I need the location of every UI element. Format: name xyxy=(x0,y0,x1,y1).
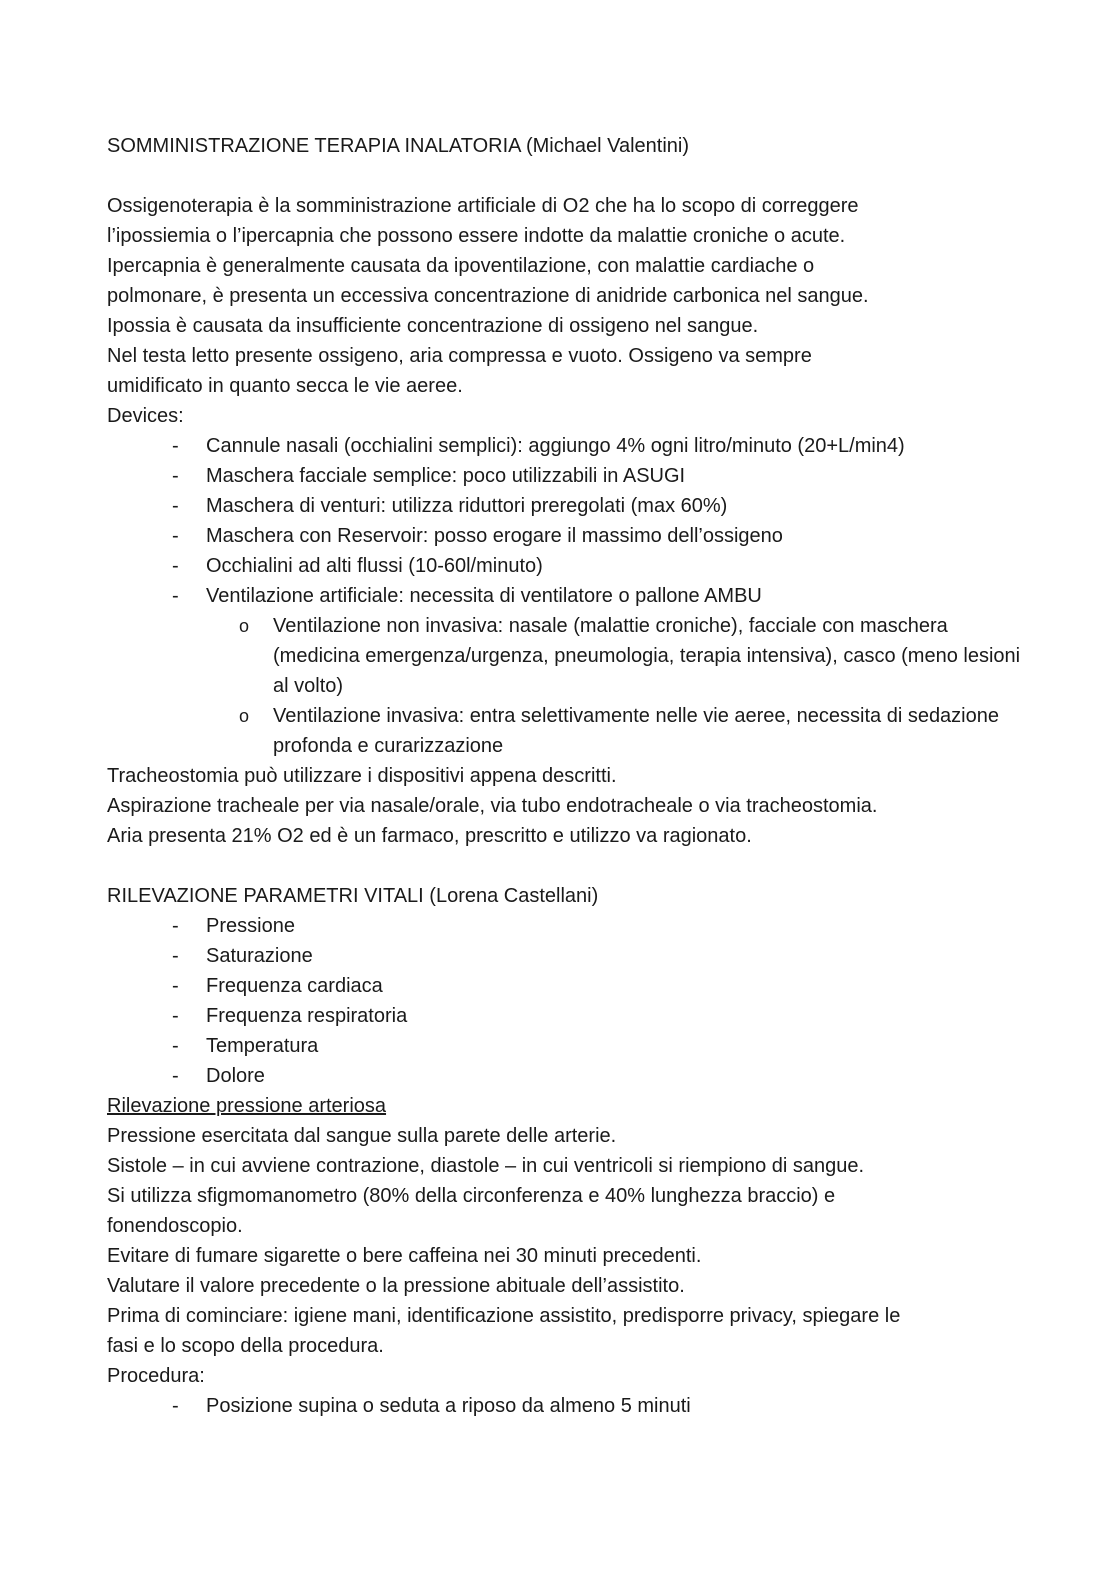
list-item xyxy=(107,581,1027,611)
body-line: Prima di cominciare: igiene mani, identificazione assistito, predisporre privacy, spiegare le xyxy=(107,1305,901,1327)
list-item-text: Frequenza respiratoria xyxy=(206,1005,408,1027)
dash-bullet: - xyxy=(172,1395,179,1417)
parameters-list xyxy=(107,911,1027,1091)
procedure-list xyxy=(107,1391,1027,1421)
list-item xyxy=(107,941,1027,971)
spacer xyxy=(107,161,1027,191)
devices-label: Devices: xyxy=(107,405,184,427)
body-line: Aria presenta 21% O2 ed è un farmaco, prescritto e utilizzo va ragionato. xyxy=(107,825,752,847)
section-title-inhalation: SOMMINISTRAZIONE TERAPIA INALATORIA (Michael Valentini) xyxy=(107,135,690,157)
list-item xyxy=(107,1391,1027,1421)
dash-bullet: - xyxy=(172,555,179,577)
body-line: Pressione esercitata dal sangue sulla parete delle arterie. xyxy=(107,1125,617,1147)
circle-bullet: o xyxy=(239,706,250,726)
list-item xyxy=(107,521,1027,551)
body-line: Aspirazione tracheale per via nasale/orale, via tubo endotracheale o via tracheostomia. xyxy=(107,795,878,817)
dash-bullet: - xyxy=(172,1005,179,1027)
list-item-text: Ventilazione artificiale: necessita di ventilatore o pallone AMBU xyxy=(206,585,762,607)
body-line: Evitare di fumare sigarette o bere caffeina nei 30 minuti precedenti. xyxy=(107,1245,702,1267)
list-item xyxy=(107,971,1027,1001)
body-line: fonendoscopio. xyxy=(107,1215,243,1237)
dash-bullet: - xyxy=(172,525,179,547)
body-line: Tracheostomia può utilizzare i dispositivi appena descritti. xyxy=(107,765,617,787)
dash-bullet: - xyxy=(172,435,179,457)
list-item-text: Maschera facciale semplice: poco utilizzabili in ASUGI xyxy=(206,465,686,487)
body-line: Sistole – in cui avviene contrazione, diastole – in cui ventricoli si riempiono di sangue. xyxy=(107,1155,865,1177)
list-item xyxy=(107,461,1027,491)
document-body xyxy=(107,131,1027,1421)
subheading-blood-pressure: Rilevazione pressione arteriosa xyxy=(107,1095,387,1117)
body-line: fasi e lo scopo della procedura. xyxy=(107,1335,384,1357)
list-item-text: Dolore xyxy=(206,1065,265,1087)
intro-line: Ipercapnia è generalmente causata da ipoventilazione, con malattie cardiache o xyxy=(107,255,815,277)
list-item-text: Temperatura xyxy=(206,1035,319,1057)
circle-bullet: o xyxy=(239,616,250,636)
list-item-text: Saturazione xyxy=(206,945,313,967)
intro-line: l’ipossiemia o l’ipercapnia che possono essere indotte da malattie croniche o acute. xyxy=(107,225,846,247)
body-line: Valutare il valore precedente o la pressione abituale dell’assistito. xyxy=(107,1275,685,1297)
list-item xyxy=(107,1001,1027,1031)
procedure-label: Procedura: xyxy=(107,1365,205,1387)
sub-list-item xyxy=(107,611,1027,701)
list-item xyxy=(107,1061,1027,1091)
list-item-text: Frequenza cardiaca xyxy=(206,975,383,997)
list-item xyxy=(107,491,1027,521)
body-line: Si utilizza sfigmomanometro (80% della circonferenza e 40% lunghezza braccio) e xyxy=(107,1185,836,1207)
dash-bullet: - xyxy=(172,585,179,607)
list-item xyxy=(107,1031,1027,1061)
dash-bullet: - xyxy=(172,1035,179,1057)
list-item-text: Maschera di venturi: utilizza riduttori preregolati (max 60%) xyxy=(206,495,728,517)
list-item xyxy=(107,551,1027,581)
list-item xyxy=(107,911,1027,941)
sub-list-item xyxy=(107,701,1027,761)
sub-list-item-text: Ventilazione non invasiva: nasale (malattie croniche), facciale con maschera (medicina emergenza/urgenza, pneumologia, terapia intensiva), casco (meno lesioni al volto) xyxy=(273,615,1021,697)
dash-bullet: - xyxy=(172,975,179,997)
intro-line: polmonare, è presenta un eccessiva concentrazione di anidride carbonica nel sangue. xyxy=(107,285,869,307)
list-item-text: Maschera con Reservoir: posso erogare il massimo dell’ossigeno xyxy=(206,525,783,547)
intro-line: Ipossia è causata da insufficiente concentrazione di ossigeno nel sangue. xyxy=(107,315,759,337)
list-item-text: Posizione supina o seduta a riposo da almeno 5 minuti xyxy=(206,1395,691,1417)
intro-line: umidificato in quanto secca le vie aeree. xyxy=(107,375,463,397)
intro-line: Nel testa letto presente ossigeno, aria compressa e vuoto. Ossigeno va sempre xyxy=(107,345,812,367)
dash-bullet: - xyxy=(172,945,179,967)
list-item-text: Pressione xyxy=(206,915,295,937)
dash-bullet: - xyxy=(172,495,179,517)
dash-bullet: - xyxy=(172,465,179,487)
intro-line: Ossigenoterapia è la somministrazione artificiale di O2 che ha lo scopo di correggere xyxy=(107,195,859,217)
dash-bullet: - xyxy=(172,915,179,937)
spacer xyxy=(107,851,1027,881)
list-item-text: Cannule nasali (occhialini semplici): aggiungo 4% ogni litro/minuto (20+L/min4) xyxy=(206,435,905,457)
dash-bullet: - xyxy=(172,1065,179,1087)
ventilation-sublist xyxy=(107,611,1027,761)
sub-list-item-text: Ventilazione invasiva: entra selettivamente nelle vie aeree, necessita di sedazione profonda e curarizzazione xyxy=(273,705,999,757)
devices-list xyxy=(107,431,1027,761)
list-item-text: Occhialini ad alti flussi (10-60l/minuto) xyxy=(206,555,543,577)
section-title-vital-signs: RILEVAZIONE PARAMETRI VITALI (Lorena Castellani) xyxy=(107,885,599,907)
list-item xyxy=(107,431,1027,461)
